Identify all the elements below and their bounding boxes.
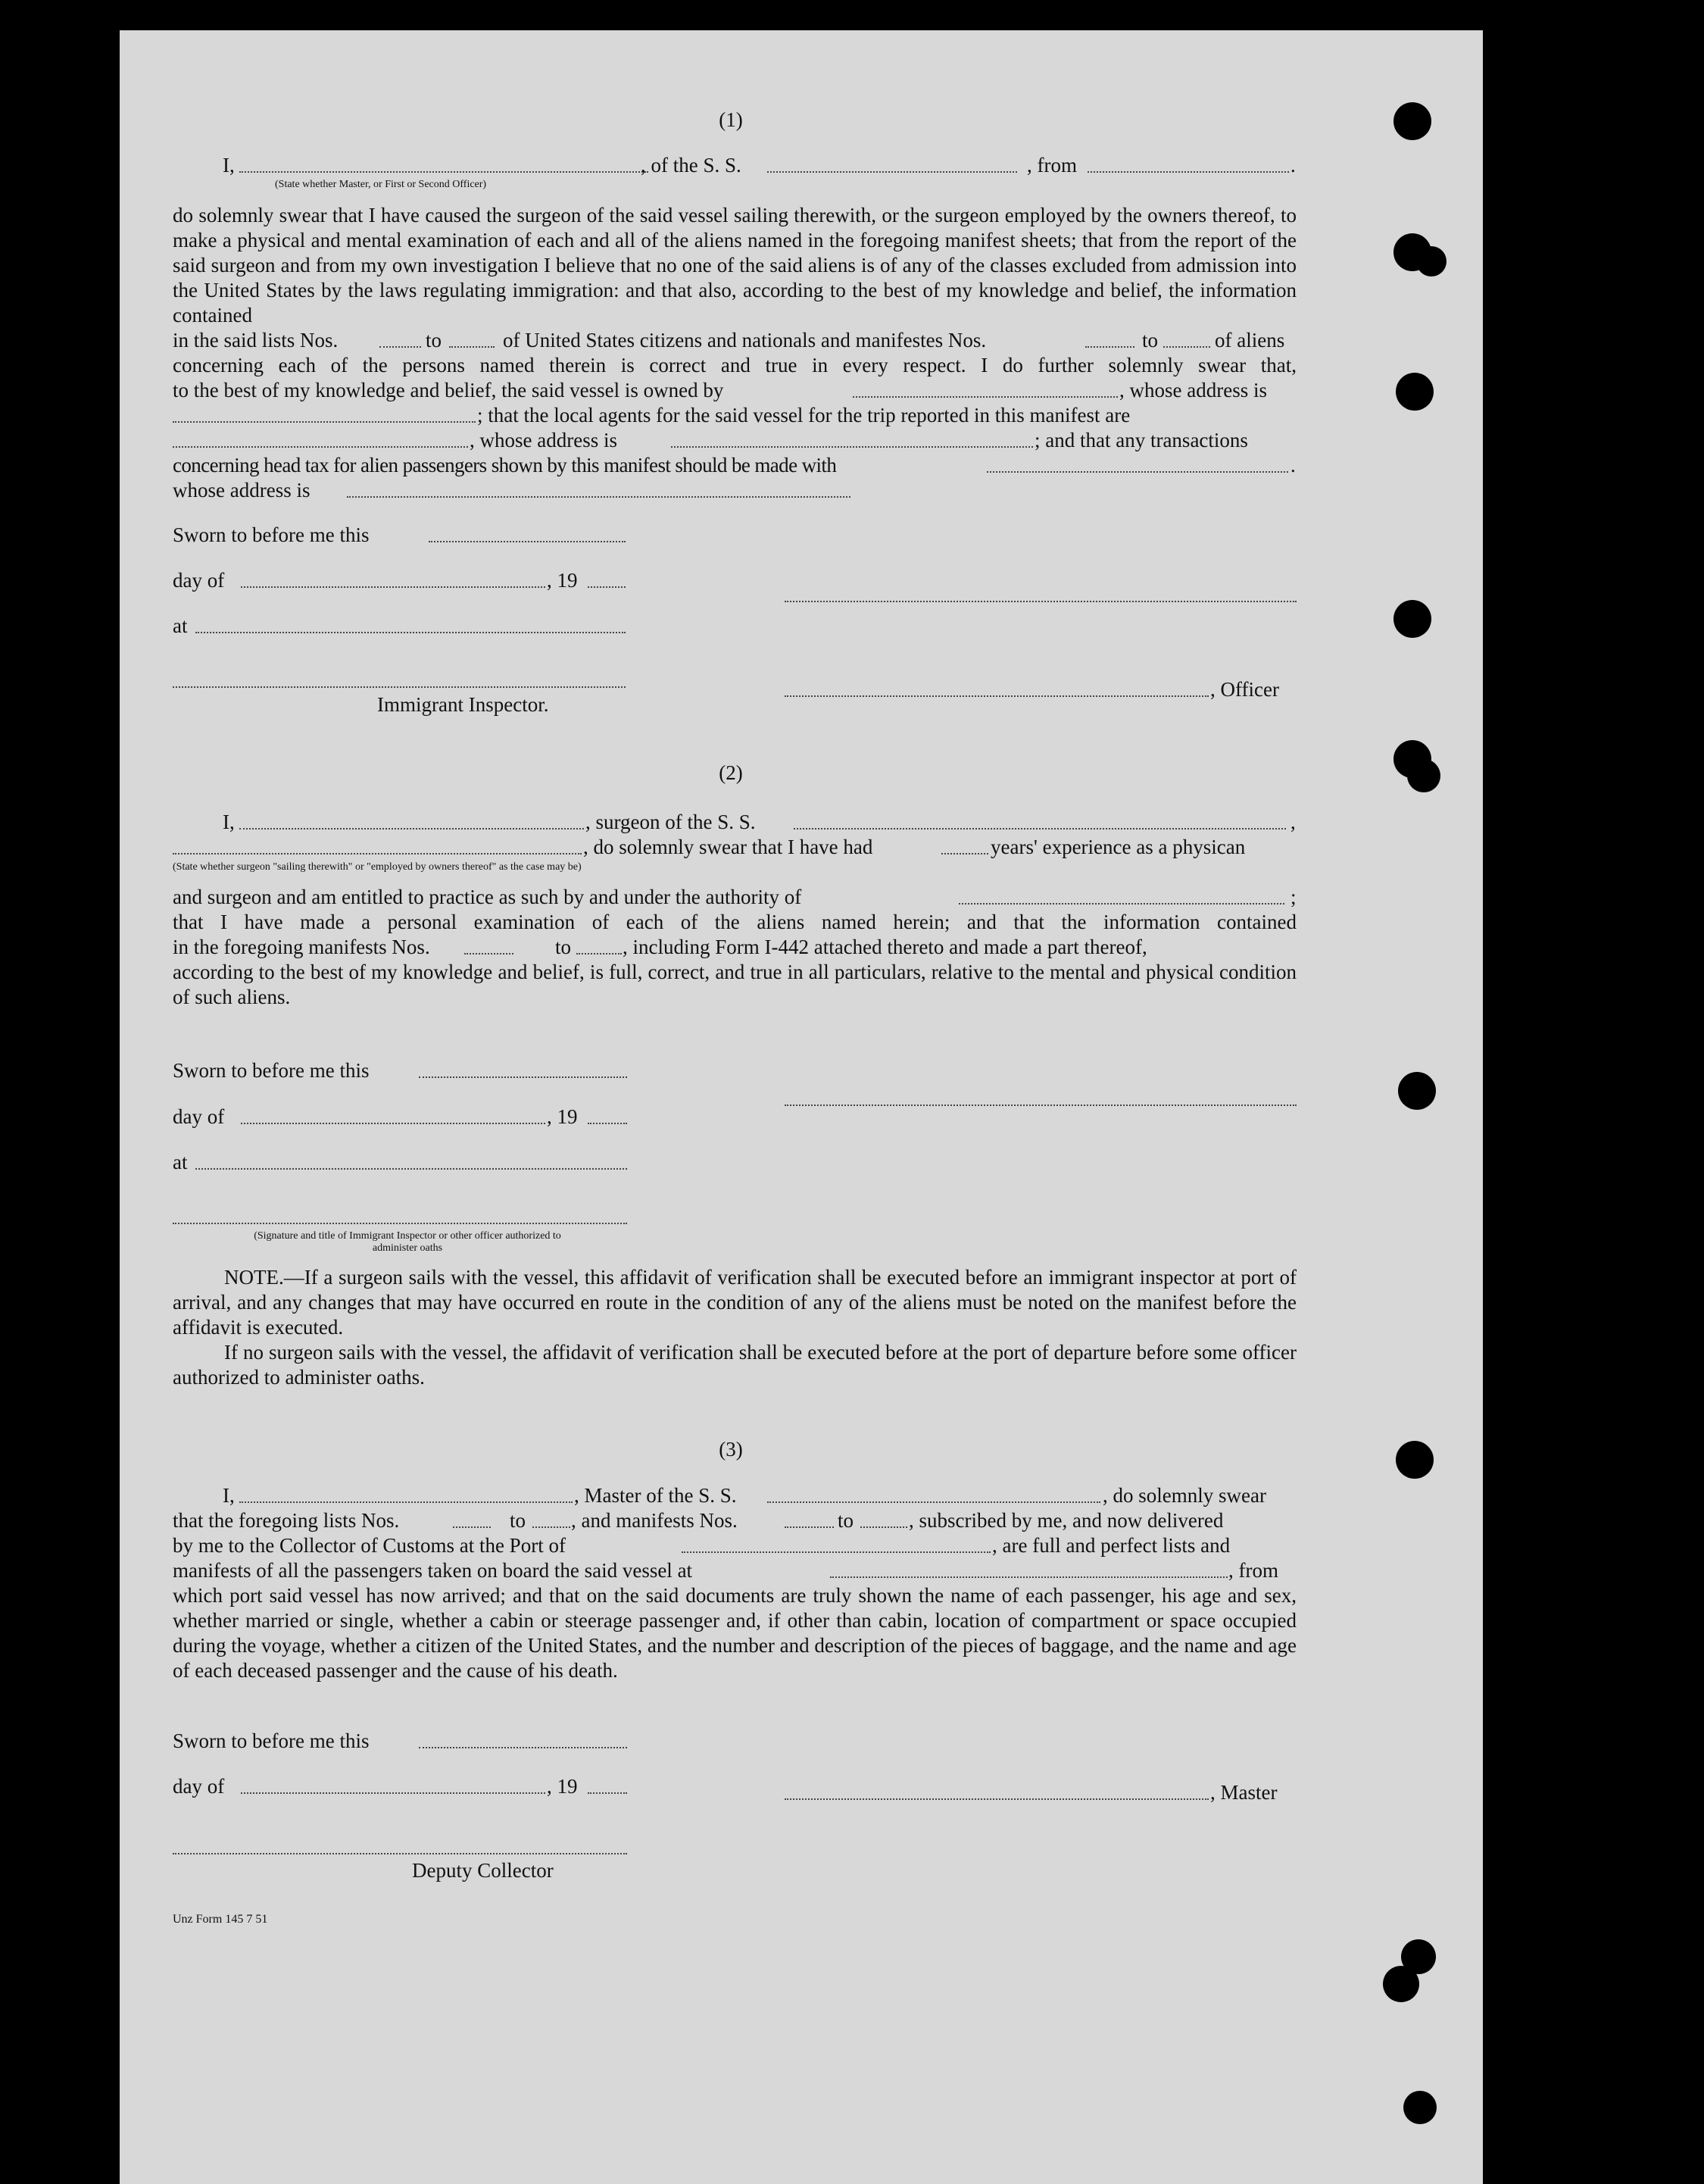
s2-form-i442: , including Form I-442 attached thereto and made a part thereof,: [623, 936, 1147, 958]
s3-i: I,: [223, 1484, 235, 1507]
s1-head-tax-field[interactable]: [987, 471, 1288, 473]
s1-transactions: ; and that any transactions: [1035, 429, 1248, 451]
binder-hole: [1383, 1966, 1419, 2002]
s3-swear: , do solemnly swear: [1103, 1484, 1266, 1507]
s3-from: , from: [1228, 1559, 1278, 1582]
binder-hole: [1416, 246, 1447, 277]
s2-surgeon-name-field[interactable]: [239, 828, 584, 830]
s2-manifests-from-field[interactable]: [464, 953, 513, 955]
s1-inspector-signature-line[interactable]: [173, 686, 626, 688]
s2-sworn: Sworn to before me this: [173, 1059, 370, 1082]
binder-hole: [1393, 600, 1431, 638]
s1-head-tax-address-field[interactable]: [347, 496, 850, 498]
s1-agents-label: ; that the local agents for the said vessel for the trip reported in this manifest are: [477, 404, 1131, 426]
s1-day-field[interactable]: [241, 586, 545, 588]
s2-status-note: (State whether surgeon "sailing therewith" or "employed by owners thereof" as the case may be): [173, 861, 582, 873]
s1-owned-by: to the best of my knowledge and belief, the said vessel is owned by: [173, 379, 724, 401]
s1-at: at: [173, 614, 188, 637]
s2-signature-note: (Signature and title of Immigrant Inspector or other officer authorized to administer oaths: [254, 1230, 561, 1254]
section-1-number: (1): [719, 108, 743, 131]
s3-lists-to: to: [510, 1509, 526, 1532]
s3-lists-label: that the foregoing lists Nos.: [173, 1509, 400, 1532]
binder-hole: [1398, 1072, 1436, 1110]
s2-years-field[interactable]: [941, 853, 988, 855]
s3-lists-from-field[interactable]: [453, 1526, 491, 1528]
s1-lists-from-field[interactable]: [379, 346, 421, 348]
s1-of-ss: , of the S. S.: [641, 154, 741, 177]
s1-year-field[interactable]: [588, 586, 626, 588]
s2-note-1: NOTE.—If a surgeon sails with the vessel, this affidavit of verification shall be executed before an immigrant inspector at port of arrival, and any changes that may have occurred en route in the condition of any of the aliens must be noted on the manifest before the affidavit is executed.: [173, 1266, 1297, 1339]
binder-hole: [1393, 102, 1431, 140]
s3-vessel-field[interactable]: [767, 1501, 1100, 1503]
s2-comma: ,: [1290, 811, 1296, 833]
s3-sworn-field[interactable]: [419, 1747, 627, 1748]
s3-port-label: by me to the Collector of Customs at the Port of: [173, 1534, 566, 1557]
s3-lists-to-field[interactable]: [532, 1526, 570, 1528]
s1-from-field[interactable]: [1088, 171, 1289, 173]
s2-note-2: If no surgeon sails with the vessel, the affidavit of verification shall be executed before at the port of departure before some officer authorized to administer oaths.: [173, 1341, 1297, 1389]
s1-officer-name-field[interactable]: [239, 171, 648, 173]
binder-hole: [1396, 1441, 1434, 1479]
s1-officer-name-line[interactable]: [785, 695, 1209, 697]
s2-years-label: years' experience as a physican: [991, 836, 1246, 858]
s1-sworn-field[interactable]: [429, 541, 626, 542]
s2-vessel-field[interactable]: [794, 828, 1286, 830]
s1-from: , from: [1027, 154, 1077, 177]
s2-year-field[interactable]: [588, 1123, 627, 1124]
s3-manifests-to-field[interactable]: [860, 1526, 907, 1528]
s3-embarkation-field[interactable]: [830, 1576, 1228, 1578]
binder-hole: [1396, 373, 1434, 411]
s2-at-field[interactable]: [195, 1168, 627, 1170]
s1-head-tax-end: .: [1290, 454, 1296, 476]
s1-lists-to-field[interactable]: [449, 346, 495, 348]
binder-hole: [1403, 2091, 1437, 2124]
s2-day-of: day of: [173, 1105, 225, 1128]
s1-officer-signature-line[interactable]: [785, 601, 1297, 602]
s3-master-name-field[interactable]: [239, 1501, 573, 1503]
s2-surgeon-of-ss: , surgeon of the S. S.: [585, 811, 756, 833]
s2-authority-field[interactable]: [959, 903, 1284, 905]
s1-agent-address-label: , whose address is: [470, 429, 617, 451]
s3-collector-signature-line[interactable]: [173, 1853, 627, 1854]
s1-agent-address-field[interactable]: [671, 446, 1033, 448]
s1-of-aliens: of aliens: [1215, 329, 1285, 352]
s2-line-4: that I have made a personal examination of each of the aliens named herein; and that the information contained: [173, 911, 1297, 933]
s3-manifests-from-field[interactable]: [785, 1526, 834, 1528]
binder-hole: [1407, 759, 1440, 792]
s1-agents-field[interactable]: [173, 446, 468, 448]
s3-paragraph: which port said vessel has now arrived; and that on the said documents are truly shown the name of each passenger, his age and sex, whether married or single, whether a cabin or steerage passenger and, if other than cabin, location of compartment or space occupied during the voyage, whether a citizen of the United States, and the number and description of the pieces of baggage, and the name and age of each deceased passenger and the cause of his death.: [173, 1584, 1297, 1682]
s1-paragraph: do solemnly swear that I have caused the surgeon of the said vessel sailing therewith, or the surgeon employed by the owners thereof, to make a physical and mental examination of each and all of the aliens named in the foregoing manifest sheets; that from the report of the said surgeon and from my own investigation I believe that no one of the said aliens is of any of the classes excluded from admission into the United States by the laws regulating immigration: and that also, according to the best of my knowledge and belief, the information contained: [173, 204, 1297, 327]
s2-manifests-label: in the foregoing manifests Nos.: [173, 936, 430, 958]
s1-officer-note: (State whether Master, or First or Second Officer): [275, 179, 487, 190]
s3-master-label: , Master: [1210, 1781, 1278, 1804]
s3-port-field[interactable]: [682, 1551, 991, 1553]
section-3-number: (3): [719, 1438, 743, 1461]
s1-inspector-label: Immigrant Inspector.: [377, 693, 549, 716]
s1-manifests-to: to: [1142, 329, 1159, 352]
s2-manifests-to: to: [555, 936, 572, 958]
s1-manifests-to-field[interactable]: [1163, 346, 1210, 348]
s2-status-field[interactable]: [173, 853, 582, 855]
s1-head-tax: concerning head tax for alien passengers shown by this manifest should be made with: [173, 454, 837, 476]
s1-manifests-label: of United States citizens and nationals and manifestes Nos.: [503, 329, 987, 352]
s2-manifests-to-field[interactable]: [576, 953, 622, 955]
s1-lists-label: in the said lists Nos.: [173, 329, 339, 352]
s3-sworn: Sworn to before me this: [173, 1729, 370, 1752]
s3-perfect-lists: , are full and perfect lists and: [992, 1534, 1231, 1557]
s1-owner-address-field[interactable]: [173, 421, 476, 423]
s2-day-field[interactable]: [241, 1123, 545, 1124]
s1-officer-label: , Officer: [1210, 678, 1279, 701]
s1-lists-to: to: [426, 329, 442, 352]
form-page: [120, 30, 1483, 2184]
s3-deputy-collector: Deputy Collector: [412, 1859, 554, 1882]
s2-swear: , do solemnly swear that I have had: [583, 836, 873, 858]
s1-sworn: Sworn to before me this: [173, 523, 370, 546]
s3-day-of: day of: [173, 1775, 225, 1798]
s1-day-of: day of: [173, 569, 225, 592]
s1-manifests-from-field[interactable]: [1085, 346, 1134, 348]
s1-owner-field[interactable]: [853, 396, 1118, 398]
s3-manifests-label: , and manifests Nos.: [571, 1509, 738, 1532]
s1-i: I,: [223, 154, 235, 177]
s2-line-6: according to the best of my knowledge and belief, is full, correct, and true in all particulars, relative to the mental and physical condition of such aliens.: [173, 961, 1297, 1008]
s2-authority-label: and surgeon and am entitled to practice as such by and under the authority of: [173, 886, 802, 908]
section-2-number: (2): [719, 761, 743, 784]
s3-master-signature-line[interactable]: [785, 1798, 1209, 1800]
s1-year: , 19: [547, 569, 578, 592]
s3-master-of-ss: , Master of the S. S.: [574, 1484, 737, 1507]
s1-period: .: [1290, 154, 1296, 177]
form-number: Unz Form 145 7 51: [173, 1913, 268, 1926]
s1-at-field[interactable]: [195, 632, 626, 633]
s2-year: , 19: [547, 1105, 578, 1128]
s3-taken-aboard: manifests of all the passengers taken on board the said vessel at: [173, 1559, 693, 1582]
s1-line-9: concerning each of the persons named therein is correct and true in every respect. I do further solemnly swear that,: [173, 354, 1297, 376]
s1-vessel-field[interactable]: [767, 171, 1017, 173]
s2-sworn-field[interactable]: [419, 1076, 627, 1078]
s1-whose-address: whose address is: [173, 479, 311, 501]
s3-manifests-to: to: [838, 1509, 854, 1532]
s2-i: I,: [223, 811, 235, 833]
s3-delivered: , subscribed by me, and now delivered: [909, 1509, 1224, 1532]
s2-surgeon-signature-line[interactable]: [785, 1104, 1297, 1106]
s3-day-field[interactable]: [241, 1792, 545, 1794]
s3-year: , 19: [547, 1775, 578, 1798]
s2-semicolon: ;: [1290, 886, 1297, 908]
s2-inspector-signature-line[interactable]: [173, 1223, 627, 1224]
s3-year-field[interactable]: [588, 1792, 627, 1794]
s1-owner-address-label: , whose address is: [1119, 379, 1267, 401]
s2-at: at: [173, 1151, 188, 1173]
